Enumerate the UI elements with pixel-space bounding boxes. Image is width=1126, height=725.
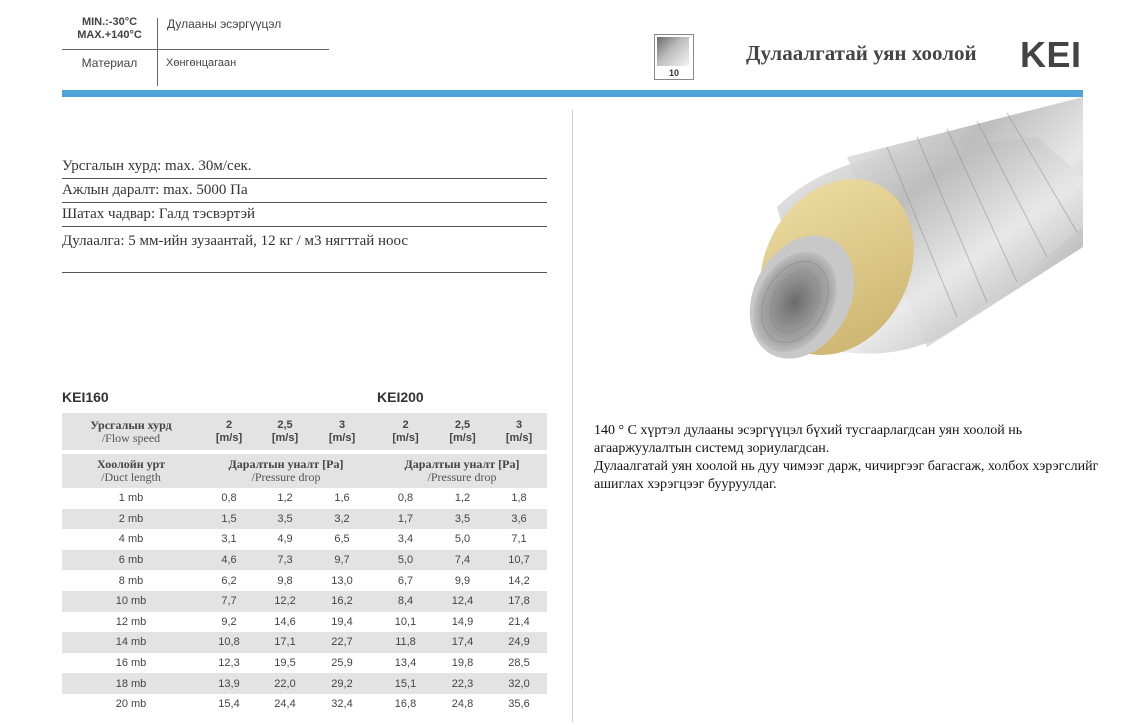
header-accent-bar bbox=[62, 90, 1083, 97]
speed-header: 2 [m/s] bbox=[377, 413, 434, 450]
table-row bbox=[377, 570, 547, 591]
pressure-drop-cell: 13,9 bbox=[200, 673, 258, 694]
table-row bbox=[377, 612, 547, 633]
pressure-drop-label: Даралтын уналт [Pa] bbox=[228, 457, 344, 471]
table-row bbox=[377, 632, 547, 653]
pressure-drop-label-en: /Pressure drop bbox=[427, 470, 497, 484]
pressure-drop-cell: 3,4 bbox=[397, 533, 414, 546]
property-label: Дулаалга bbox=[62, 233, 121, 249]
swatch-gradient bbox=[657, 37, 689, 66]
duct-length-cell: 20 mb bbox=[115, 698, 147, 711]
product-description bbox=[594, 422, 1104, 494]
table-row bbox=[377, 653, 547, 674]
duct-length-label-en: /Duct length bbox=[101, 470, 161, 484]
speed-header: 3 [m/s] bbox=[312, 413, 372, 450]
pressure-drop-cell: 0,8 bbox=[221, 492, 237, 505]
pressure-drop-cell: 5,0 bbox=[454, 533, 471, 546]
column-separator bbox=[572, 110, 573, 722]
pressure-drop-cell: 3,6 bbox=[491, 509, 547, 530]
property-pressure bbox=[62, 182, 547, 203]
pressure-drop-header bbox=[200, 454, 372, 488]
pressure-drop-cell: 3,1 bbox=[221, 533, 237, 546]
pressure-drop-cell: 6,2 bbox=[221, 574, 237, 587]
property-label: Шатах чадвар bbox=[62, 206, 151, 222]
pressure-drop-cell: 19,8 bbox=[451, 657, 474, 670]
pressure-drop-cell: 32,4 bbox=[331, 698, 353, 711]
speed-header: 2 [m/s] bbox=[200, 413, 258, 450]
table-row bbox=[377, 529, 547, 550]
pressure-drop-cell: 9,2 bbox=[221, 615, 237, 628]
pressure-drop-cell: 15,1 bbox=[377, 673, 434, 694]
pressure-table-kei200 bbox=[377, 413, 547, 715]
pressure-drop-cell: 21,4 bbox=[508, 615, 530, 628]
pressure-drop-cell: 3,2 bbox=[312, 509, 372, 530]
property-label: Ажлын даралт bbox=[62, 182, 156, 198]
pressure-drop-cell: 13,4 bbox=[394, 657, 417, 670]
property-value: : Галд тэсвэртэй bbox=[150, 206, 256, 222]
pressure-drop-cell: 0,8 bbox=[397, 492, 414, 505]
pressure-drop-cell: 7,1 bbox=[511, 533, 527, 546]
pressure-drop-cell: 9,7 bbox=[312, 550, 372, 571]
duct-length-cell: 12 mb bbox=[115, 615, 147, 628]
pressure-drop-cell: 35,6 bbox=[508, 698, 530, 711]
table-header-length bbox=[377, 454, 547, 488]
description-line-1: 140 ° С хүртэл дулааны эсэргүүцэл бүхий тусгаарлагдсан уян хоолой нь агааржуулалтын системд зориулагдсан. bbox=[594, 423, 1023, 456]
duct-length-cell: 4 mb bbox=[118, 533, 144, 546]
pressure-drop-cell: 19,4 bbox=[331, 615, 353, 628]
pressure-drop-cell: 1,6 bbox=[334, 492, 350, 505]
pressure-drop-cell: 1,2 bbox=[277, 492, 293, 505]
material-value: Хөнгөнцагаан bbox=[166, 57, 237, 69]
flow-speed-label-en: /Flow speed bbox=[101, 430, 161, 445]
pressure-drop-cell: 24,8 bbox=[451, 698, 474, 711]
pressure-drop-cell: 16,2 bbox=[312, 591, 372, 612]
table-row bbox=[377, 488, 547, 509]
duct-length-cell: 16 mb bbox=[115, 657, 147, 670]
pressure-drop-cell: 17,4 bbox=[434, 632, 491, 653]
duct-length-header bbox=[62, 454, 200, 488]
pressure-drop-label: Даралтын уналт [Pa] bbox=[404, 457, 520, 471]
pressure-drop-cell: 5,0 bbox=[377, 550, 434, 571]
property-value: : max. 5000 Па bbox=[155, 182, 248, 198]
property-label: Урсгалын хурд bbox=[62, 158, 158, 174]
pressure-drop-cell: 22,3 bbox=[434, 673, 491, 694]
table-title-kei160: KEI160 bbox=[62, 389, 109, 405]
pressure-drop-cell: 24,4 bbox=[274, 698, 296, 711]
pressure-drop-cell: 10,1 bbox=[394, 615, 417, 628]
duct-length-cell: 2 mb bbox=[62, 509, 200, 530]
property-value: : 5 мм-ийн зузаантай, 12 кг / м3 нягттай ноос bbox=[120, 233, 409, 249]
property-value: : max. 30м/сек. bbox=[157, 158, 252, 174]
pressure-drop-cell: 11,8 bbox=[377, 632, 434, 653]
pressure-drop-cell: 9,9 bbox=[454, 574, 471, 587]
temp-min: MIN.:-30°C bbox=[81, 16, 138, 28]
pressure-drop-cell: 13,0 bbox=[331, 574, 353, 587]
pressure-drop-cell: 10,7 bbox=[491, 550, 547, 571]
duct-length-cell: 10 mb bbox=[62, 591, 200, 612]
pressure-drop-cell: 3,5 bbox=[258, 509, 312, 530]
duct-length-cell: 1 mb bbox=[118, 492, 144, 505]
pressure-drop-cell: 15,4 bbox=[218, 698, 240, 711]
pressure-drop-header bbox=[377, 454, 547, 488]
table-row bbox=[377, 509, 547, 530]
pressure-drop-cell: 32,0 bbox=[491, 673, 547, 694]
speed-header: 3 [m/s] bbox=[491, 413, 547, 450]
table-header-speed bbox=[377, 413, 547, 450]
pressure-drop-cell: 14,9 bbox=[451, 615, 474, 628]
pressure-drop-cell: 10,8 bbox=[200, 632, 258, 653]
pressure-drop-cell: 1,2 bbox=[454, 492, 471, 505]
pressure-drop-cell: 14,6 bbox=[274, 615, 296, 628]
speed-header: 2,5 [m/s] bbox=[258, 413, 312, 450]
table-row bbox=[377, 694, 547, 715]
brand-code: KEI bbox=[1020, 34, 1082, 75]
pressure-drop-cell: 4,6 bbox=[200, 550, 258, 571]
pressure-drop-cell: 7,4 bbox=[434, 550, 491, 571]
duct-length-label: Хоолойн урт bbox=[96, 457, 166, 471]
pressure-drop-cell: 19,5 bbox=[274, 657, 296, 670]
temperature-range bbox=[62, 16, 157, 42]
pressure-drop-cell: 1,8 bbox=[511, 492, 527, 505]
material-label: Материал bbox=[81, 56, 138, 70]
pressure-drop-cell: 6,7 bbox=[397, 574, 414, 587]
pressure-drop-cell: 24,9 bbox=[491, 632, 547, 653]
pressure-drop-label-en: /Pressure drop bbox=[251, 470, 321, 484]
flow-speed-header bbox=[62, 413, 200, 450]
duct-length-cell: 18 mb bbox=[62, 673, 200, 694]
pressure-drop-cell: 17,8 bbox=[491, 591, 547, 612]
pressure-drop-cell: 17,1 bbox=[258, 632, 312, 653]
pressure-drop-cell: 25,9 bbox=[331, 657, 353, 670]
insulated-duct-image bbox=[697, 97, 1083, 377]
table-row bbox=[377, 673, 547, 694]
pressure-drop-cell: 28,5 bbox=[508, 657, 530, 670]
spec-divider-vertical bbox=[157, 18, 158, 86]
table-row bbox=[377, 550, 547, 571]
swatch-number: 10 bbox=[668, 68, 679, 78]
property-fire-resistance bbox=[62, 206, 547, 227]
pressure-drop-cell: 12,3 bbox=[218, 657, 240, 670]
speed-header: 2,5 [m/s] bbox=[434, 413, 491, 450]
pressure-drop-cell: 6,5 bbox=[334, 533, 350, 546]
pressure-drop-cell: 12,4 bbox=[434, 591, 491, 612]
duct-length-cell: 8 mb bbox=[118, 574, 144, 587]
pressure-drop-cell: 1,7 bbox=[377, 509, 434, 530]
property-flow-speed bbox=[62, 158, 547, 179]
pressure-drop-cell: 7,3 bbox=[258, 550, 312, 571]
temp-max: MAX.+140°C bbox=[77, 29, 142, 41]
duct-length-cell: 6 mb bbox=[62, 550, 200, 571]
pressure-drop-cell: 16,8 bbox=[394, 698, 417, 711]
pressure-drop-cell: 3,5 bbox=[434, 509, 491, 530]
pressure-drop-cell: 12,2 bbox=[258, 591, 312, 612]
description-line-2: Дулаалгатай уян хоолой нь дуу чимээг дарж, чичиргээг багасгаж, холбох хэрэгслийг ашиглах хэрэгцээг бууруулдаг. bbox=[594, 459, 1099, 492]
pressure-drop-cell: 1,5 bbox=[200, 509, 258, 530]
flow-speed-label: Урсгалын хурд bbox=[90, 417, 172, 432]
pressure-drop-cell: 9,8 bbox=[277, 574, 293, 587]
pressure-drop-cell: 8,4 bbox=[377, 591, 434, 612]
table-row bbox=[377, 591, 547, 612]
pressure-drop-cell: 7,7 bbox=[200, 591, 258, 612]
pressure-drop-cell: 29,2 bbox=[312, 673, 372, 694]
pressure-drop-cell: 22,0 bbox=[258, 673, 312, 694]
duct-length-cell: 14 mb bbox=[62, 632, 200, 653]
product-title: Дулаалгатай уян хоолой bbox=[746, 41, 977, 65]
spec-divider-horizontal bbox=[62, 49, 329, 50]
pressure-drop-cell: 22,7 bbox=[312, 632, 372, 653]
material-swatch bbox=[654, 34, 694, 80]
property-insulation bbox=[62, 233, 547, 273]
pressure-drop-cell: 4,9 bbox=[277, 533, 293, 546]
heat-resistance-label: Дулааны эсэргүүцэл bbox=[167, 17, 282, 31]
table-title-kei200: KEI200 bbox=[377, 389, 424, 405]
pressure-drop-cell: 14,2 bbox=[508, 574, 530, 587]
